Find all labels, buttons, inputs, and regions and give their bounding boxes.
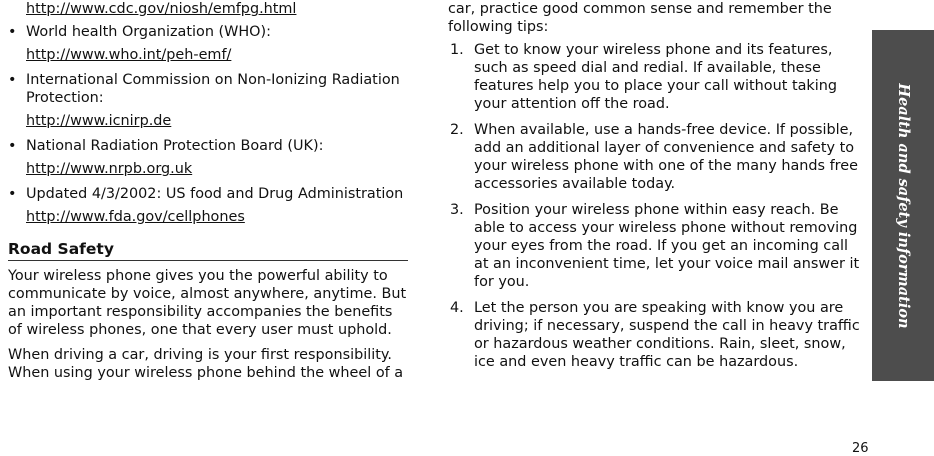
bullet: • <box>8 138 17 154</box>
list-item <box>8 71 408 130</box>
cdc-link[interactable]: http://www.cdc.gov/niosh/emfpg.html <box>26 1 297 17</box>
nrpb-link[interactable]: http://www.nrpb.org.uk <box>26 161 193 177</box>
tip-text: Position your wireless phone within easy reach. Be able to access your wireless phone without removing your eyes from the road. If you get an incoming call at an inconvenient time, let your voice mail answer it for you. <box>474 202 860 290</box>
chapter-side-tab <box>872 30 934 381</box>
section-heading: Road Safety <box>8 240 408 261</box>
tip-text: When available, use a hands-free device. If possible, add an additional layer of convenience and safety to your wireless phone with one of the many hands free accessories available today. <box>474 122 858 192</box>
who-link[interactable]: http://www.who.int/peh-emf/ <box>26 47 232 63</box>
list-item <box>448 121 860 193</box>
list-item <box>8 137 408 178</box>
tip-text: Get to know your wireless phone and its features, such as speed dial and redial. If available, these features help you to place your call without taking your attention off the road. <box>474 42 837 112</box>
paragraph: Your wireless phone gives you the powerful ability to communicate by voice, almost anywhere, anytime. But an important responsibility accompanies the benefits of wireless phones, one that every user must uphold. <box>8 268 407 338</box>
resource-label: National Radiation Protection Board (UK): <box>26 138 324 154</box>
icnirp-link[interactable]: http://www.icnirp.de <box>26 113 172 129</box>
tip-number: 3. <box>450 202 464 218</box>
bullet: • <box>8 72 17 88</box>
list-item <box>448 41 860 113</box>
intro-paragraph: car, practice good common sense and remember the following tips: <box>448 1 832 35</box>
tip-number: 2. <box>450 122 464 138</box>
resource-label: International Commission on Non-Ionizing Radiation Protection: <box>26 72 400 106</box>
tip-number: 1. <box>450 42 464 58</box>
bullet: • <box>8 186 17 202</box>
tips-list <box>448 41 860 371</box>
paragraph: When driving a car, driving is your first responsibility. When using your wireless phone behind the wheel of a <box>8 347 404 381</box>
fda-link[interactable]: http://www.fda.gov/cellphones <box>26 209 245 225</box>
page-number: 26 <box>852 441 869 456</box>
list-item <box>8 23 408 64</box>
list-item <box>8 185 408 226</box>
resource-label: World health Organization (WHO): <box>26 24 271 40</box>
chapter-title: Health and safety information <box>895 82 912 329</box>
tip-number: 4. <box>450 300 464 316</box>
right-column <box>448 0 860 379</box>
left-column <box>8 0 408 382</box>
list-item <box>448 201 860 291</box>
resource-label: Updated 4/3/2002: US food and Drug Administration <box>26 186 404 202</box>
list-item <box>448 299 860 371</box>
tip-text: Let the person you are speaking with know you are driving; if necessary, suspend the call in heavy traffic or hazardous weather conditions. Rain, sleet, snow, ice and even heavy traffic can be hazardous. <box>474 300 860 370</box>
bullet: • <box>8 24 17 40</box>
resource-list <box>8 23 408 226</box>
